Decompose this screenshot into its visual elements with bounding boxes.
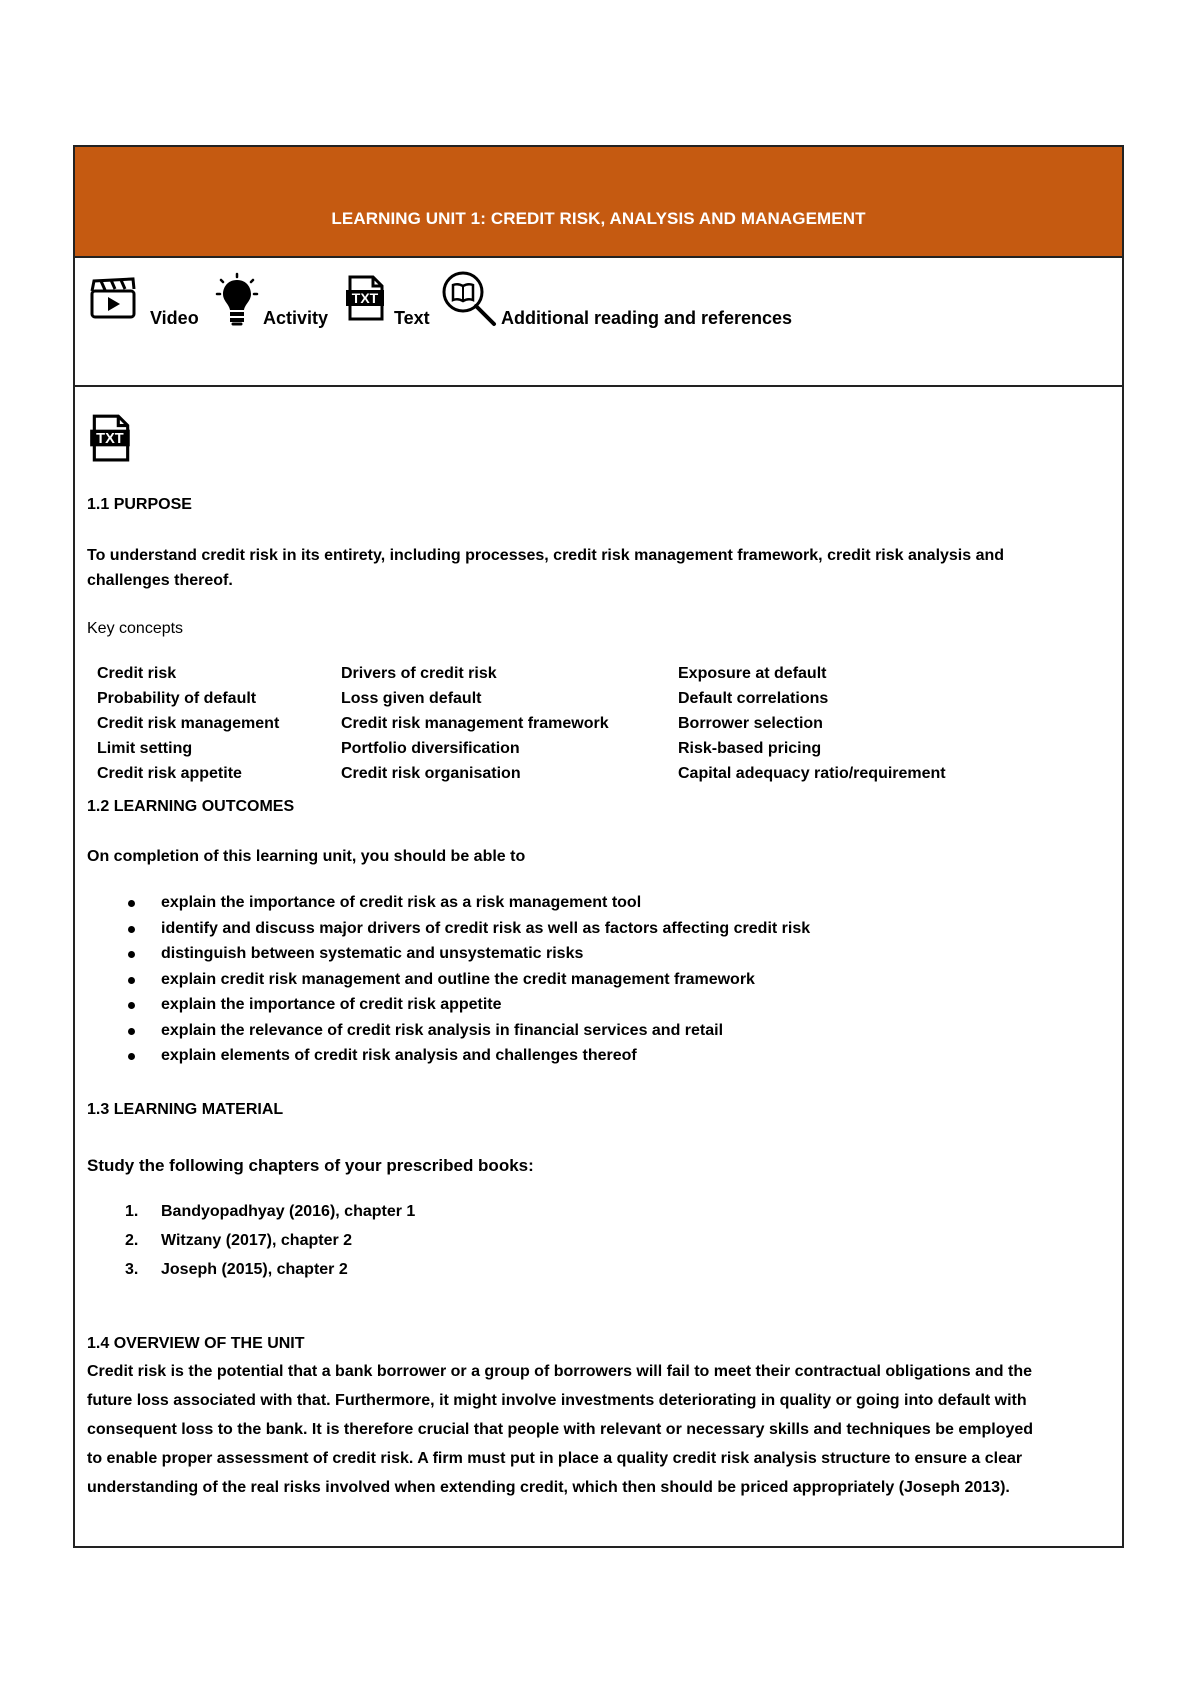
icon-legend [75, 258, 1122, 387]
overview-line: future loss associated with that. Furthermore, it might involve investments deteriorating in quality or going into default with [87, 1392, 1027, 1409]
outcome-text: explain credit risk management and outline the credit management framework [161, 970, 755, 988]
key-concept: Credit risk organisation [341, 765, 521, 782]
key-concept: Loss given default [341, 690, 482, 707]
item-text: Bandyopadhyay (2016), chapter 1 [161, 1203, 416, 1220]
key-concept: Credit risk management framework [341, 715, 609, 732]
list-item [125, 1232, 415, 1261]
outcome-text: distinguish between systematic and unsystematic risks [161, 945, 584, 962]
list-item [125, 1261, 415, 1290]
outcome-text: explain the importance of credit risk as a risk management tool [161, 894, 642, 911]
purpose-text-line1: To understand credit risk in its entirety, including processes, credit risk management framework, credit risk analysis and [87, 547, 1005, 564]
item-text: Witzany (2017), chapter 2 [161, 1232, 353, 1249]
video-clapper-icon [89, 276, 139, 320]
outcomes-intro: On completion of this learning unit, you should be able to [87, 848, 526, 865]
item-text: Joseph (2015), chapter 2 [161, 1261, 348, 1278]
unit-title: LEARNING UNIT 1: CREDIT RISK, ANALYSIS AND MANAGEMENT [331, 209, 866, 228]
svg-text:TXT: TXT [351, 290, 379, 306]
material-heading: 1.3 LEARNING MATERIAL [87, 1101, 284, 1118]
legend-text-label: Text [394, 308, 430, 328]
purpose-text-line2: challenges thereof. [87, 572, 233, 589]
unit-header [75, 147, 1122, 258]
key-concept: Risk-based pricing [678, 740, 822, 757]
magnifier-book-icon [439, 270, 499, 328]
outcome-text: explain the relevance of credit risk analysis in financial services and retail [161, 1021, 724, 1039]
list-item [161, 945, 810, 971]
overview-line: understanding of the real risks involved when extending credit, which then should be priced appropriately (Joseph 2013). [87, 1479, 1010, 1496]
lightbulb-icon [215, 270, 259, 328]
key-concept: Probability of default [97, 690, 257, 707]
material-intro: Study the following chapters of your prescribed books: [87, 1156, 534, 1175]
legend-activity-label: Activity [263, 308, 329, 328]
outcome-text: identify and discuss major drivers of credit risk as well as factors affecting credit risk [161, 919, 811, 937]
legend-video-label: Video [150, 308, 199, 328]
key-concept: Default correlations [678, 690, 829, 707]
overview-line: consequent loss to the bank. It is therefore crucial that people with relevant or necessary skills and techniques be employed [87, 1421, 1034, 1438]
key-concepts-col3 [678, 665, 946, 790]
list-item [161, 971, 810, 997]
overview-paragraph [87, 1357, 1033, 1502]
overview-line: to enable proper assessment of credit risk. A firm must put in place a quality credit risk analysis structure to ensure a clear [87, 1450, 1023, 1467]
legend-reading-label: Additional reading and references [501, 308, 793, 328]
list-item [161, 1047, 810, 1073]
outcome-text: explain the importance of credit risk appetite [161, 996, 502, 1013]
key-concept: Limit setting [97, 740, 193, 757]
key-concept: Capital adequacy ratio/requirement [678, 765, 946, 782]
key-concepts-col1 [97, 665, 279, 790]
key-concept: Exposure at default [678, 665, 827, 682]
learning-unit-frame [73, 145, 1124, 1548]
key-concept: Credit risk management [97, 715, 280, 732]
list-item [161, 996, 810, 1022]
item-number: 1. [125, 1203, 139, 1220]
list-item [161, 920, 810, 946]
item-number: 3. [125, 1261, 139, 1278]
txt-file-icon [345, 274, 387, 322]
overview-line: Credit risk is the potential that a bank borrower or a group of borrowers will fail to meet their contractual obligations and the [87, 1363, 1033, 1380]
overview-heading: 1.4 OVERVIEW OF THE UNIT [87, 1335, 305, 1352]
item-number: 2. [125, 1232, 139, 1249]
outcome-text: explain elements of credit risk analysis and challenges thereof [161, 1047, 637, 1064]
list-item [161, 894, 810, 920]
key-concept: Portfolio diversification [341, 740, 520, 757]
purpose-heading: 1.1 PURPOSE [87, 496, 192, 513]
key-concepts-col2 [341, 665, 609, 790]
outcomes-heading: 1.2 LEARNING OUTCOMES [87, 798, 295, 815]
material-list [125, 1203, 416, 1290]
key-concepts-label: Key concepts [87, 620, 184, 637]
list-item [161, 1022, 810, 1048]
svg-text:TXT: TXT [96, 431, 124, 448]
key-concept: Credit risk appetite [97, 765, 242, 782]
key-concept: Drivers of credit risk [341, 665, 497, 682]
txt-file-icon [89, 413, 133, 463]
list-item [125, 1203, 416, 1232]
key-concept: Credit risk [97, 665, 177, 682]
key-concept: Borrower selection [678, 715, 823, 732]
outcomes-list [161, 894, 810, 1073]
